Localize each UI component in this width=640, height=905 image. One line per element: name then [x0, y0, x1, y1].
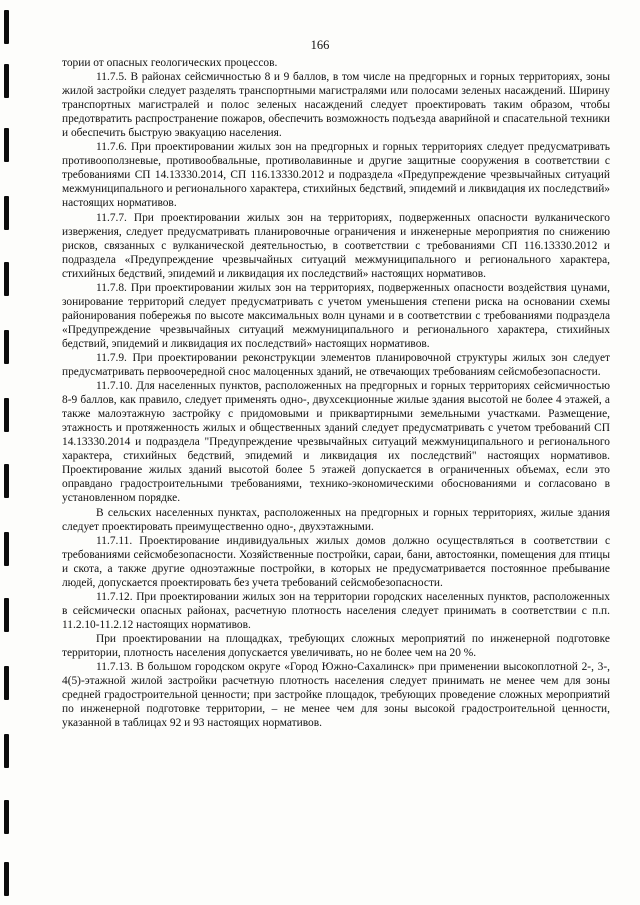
paragraph: 11.7.11. Проектирование индивидуальных жилых домов должно осуществляться в соответствии с требованиями сейсмобезопасности. Хозяйственные постройки, сараи, бани, автостоянки, помещения для птицы и скота, а также другие одноэтажные постройки, в которых не предусматривается постоянное пребывание людей, допускается проектировать без учета требований сейсмобезопасности. — [62, 534, 610, 589]
paragraph: тории от опасных геологических процессов. — [62, 57, 278, 69]
paragraph: 11.7.7. При проектировании жилых зон на территориях, подверженных опасности вулканического извержения, следует предусматривать планировочные ограничения и инженерные мероприятия по снижению рисков, связанных с вулканической деятельностью, в соответствии с требованиями СП 116.13330.2012 и подраздела «Предупреждение чрезвычайных ситуаций межмуниципального и регионального характера, стихийных бедствий, эпидемий и ликвидация их последствий» настоящих нормативов. — [62, 211, 610, 280]
paragraph: 11.7.5. В районах сейсмичностью 8 и 9 баллов, в том числе на предгорных и горных территориях, зоны жилой застройки следует разделять транспортными магистралями или полосами зеленых насаждений. Ширину транспортных магистралей и полос зеленых насаждений следует проектировать таким образом, чтобы предотвратить распространение пожаров, обеспечить возможность подъезда аварийной и спасательной техники и обеспечить быструю эвакуацию населения. — [62, 71, 610, 140]
binder-hole — [4, 398, 9, 432]
binder-hole — [4, 734, 9, 768]
page-number: 166 — [310, 38, 330, 52]
binder-hole — [4, 800, 9, 834]
paragraph: 11.7.6. При проектировании жилых зон на предгорных и горных территориях следует предусматривать противооползневые, противообвальные, противолавинные и другие защитные сооружения в соответствии с требованиями СП 14.13330.2014, СП 116.13330.2012 и подраздела «Предупреждение чрезвычайных ситуаций межмуниципального и регионального характера, стихийных бедствий, эпидемий и ликвидация их последствий» настоящих нормативов. — [62, 141, 610, 210]
paragraph: 11.7.8. При проектировании жилых зон на территориях, подверженных опасности воздействия цунами, зонирование территорий следует предусматривать с учетом уменьшения степени риска на основании схемы районирования побережья по высоте максимальных волн цунами и в соответствии с требованиями подраздела «Предупреждение чрезвычайных ситуаций межмуниципального и регионального характера, стихийных бедствий, эпидемий и ликвидация их последствий» настоящих нормативов. — [62, 281, 610, 350]
binder-hole — [4, 598, 9, 632]
paragraph: В сельских населенных пунктах, расположенных на предгорных и горных территориях, жилые здания следует проектировать преимущественно одно-, двухэтажными. — [62, 506, 610, 533]
binder-hole — [4, 262, 9, 296]
binder-hole — [4, 666, 9, 700]
binder-hole — [4, 862, 9, 896]
binder-hole — [4, 64, 9, 98]
paragraph: 11.7.9. При проектировании реконструкции элементов планировочной структуры жилых зон следует предусматривать первоочередной снос малоценных зданий, не отвечающих требованиям сейсмобезопасности. — [62, 351, 610, 379]
paragraph: 11.7.10. Для населенных пунктов, расположенных на предгорных и горных территориях сейсмичностью 8-9 баллов, как правило, следует применять одно-, двухсекционные жилые здания высотой не более 4 этажей, а также малоэтажную застройку с придомовыми и приквартирными земельными участками. Размещение, этажность и протяженность жилых и общественных зданий следует предусматривать с учетом требований СП 14.13330.2014 и подраздела "Предупреждение чрезвычайных ситуаций межмуниципального и регионального характера, стихийных бедствий, эпидемий и ликвидация их последствий" настоящих нормативов. Проектирование жилых зданий высотой более 5 этажей допускается в ограниченных объемах, если это оправдано градостроительными требованиями, технико-экономическими обоснованиями и согласовано в установленном порядке. — [62, 380, 610, 505]
paragraph: При проектировании на площадках, требующих сложных мероприятий по инженерной подготовке территории, плотность населения допускается увеличивать, но не более чем на 20 %. — [62, 632, 610, 659]
binder-hole — [4, 532, 9, 566]
binder-hole — [4, 196, 9, 230]
binder-holes — [4, 0, 12, 905]
document-body — [62, 56, 610, 730]
binder-hole — [4, 464, 9, 498]
paragraph: 11.7.13. В большом городском округе «Город Южно-Сахалинск» при применении высокоплотной 2-, 3-, 4(5)-этажной жилой застройки расчетную плотность населения следует принимать не менее чем для зоны средней градостроительной ценности; при застройке площадок, требующих проведение сложных мероприятий по инженерной подготовке территории, – не менее чем для зоны высокой градостроительной ценности, указанной в таблицах 92 и 93 настоящих нормативов. — [62, 661, 610, 730]
binder-hole — [4, 330, 9, 364]
binder-hole — [4, 128, 9, 162]
paragraph: 11.7.12. При проектировании жилых зон на территории городских населенных пунктов, расположенных в сейсмически опасных районах, расчетную плотность населения следует принимать в соответствии с п.п. 11.2.10-11.2.12 настоящих нормативов. — [62, 590, 610, 631]
